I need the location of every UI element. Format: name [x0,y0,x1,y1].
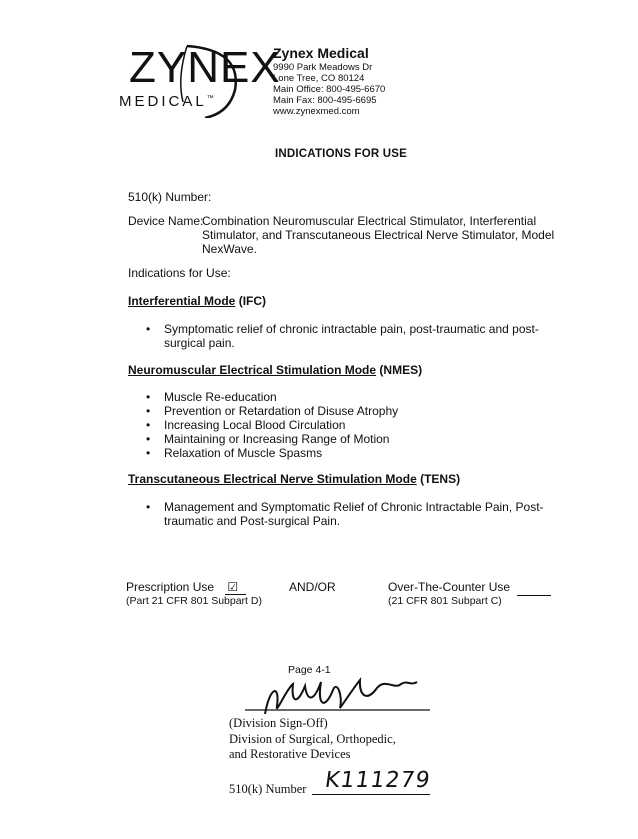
k-number-label: 510(k) Number: [128,190,212,204]
bullet-icon: • [146,500,151,514]
bullet-icon: • [146,418,151,432]
bullet-icon: • [146,432,151,446]
handwritten-signature [225,676,440,721]
bullet-icon: • [146,322,151,336]
section-tens-title: Transcutaneous Electrical Nerve Stimulation Mode (TENS) [128,472,461,486]
division-line-2: and Restorative Devices [229,747,351,761]
prescription-cfr-cite: (Part 21 CFR 801 Subpart D) [126,595,262,607]
list-item: Prevention or Retardation of Disuse Atrophy [164,404,399,418]
division-signoff: (Division Sign-Off) [229,716,328,730]
list-item: surgical pain. [164,336,235,350]
bullet-icon: • [146,404,151,418]
list-item: Maintaining or Increasing Range of Motion [164,432,390,446]
prescription-use-label: Prescription Use ☑ [126,580,246,595]
k-number-footer-label: 510(k) Number [229,782,307,796]
logo-wordmark: ZYNEX [129,43,281,92]
bullet-icon: • [146,390,151,404]
division-line-1: Division of Surgical, Orthopedic, [229,732,396,746]
device-name-label: Device Name: [128,214,204,228]
list-item: Symptomatic relief of chronic intractable pain, post-traumatic and post- [164,322,539,336]
prescription-check-mark: ☑ [225,580,246,595]
address-line-1: 9990 Park Meadows Dr [273,62,373,73]
list-item: Increasing Local Blood Circulation [164,418,346,432]
indications-label: Indications for Use: [128,266,231,280]
device-name-line-1: Combination Neuromuscular Electrical Stimulator, Interferential [202,214,537,228]
list-item: Relaxation of Muscle Spasms [164,446,323,460]
bullet-icon: • [146,446,151,460]
section-ifc-title: Interferential Mode (IFC) [128,294,267,308]
website: www.zynexmed.com [273,106,360,117]
andor-text: AND/OR [289,580,336,594]
logo-subtext: MEDICAL™ [119,93,217,110]
otc-cfr-cite: (21 CFR 801 Subpart C) [388,595,502,607]
company-name: Zynex Medical [273,45,369,61]
section-nmes-title: Neuromuscular Electrical Stimulation Mode (NMES) [128,363,423,377]
otc-use-label: Over-The-Counter Use [388,580,551,596]
list-item: Muscle Re-education [164,390,277,404]
device-name-line-3: NexWave. [202,242,257,256]
list-item: Management and Symptomatic Relief of Chronic Intractable Pain, Post- [164,500,544,514]
k-number-value: K111279 [323,768,433,793]
page-title: INDICATIONS FOR USE [275,148,408,160]
main-office-phone: Main Office: 800-495-6670 [273,84,386,95]
page-number: Page 4-1 [288,664,331,676]
zynex-logo [117,38,281,118]
otc-blank-line [517,580,551,596]
address-line-2: Lone Tree, CO 80124 [273,73,365,84]
main-fax: Main Fax: 800-495-6695 [273,95,377,106]
device-name-line-2: Stimulator, and Transcutaneous Electrical Nerve Stimulator, Model [202,228,555,242]
list-item: traumatic and Post-surgical Pain. [164,514,341,528]
